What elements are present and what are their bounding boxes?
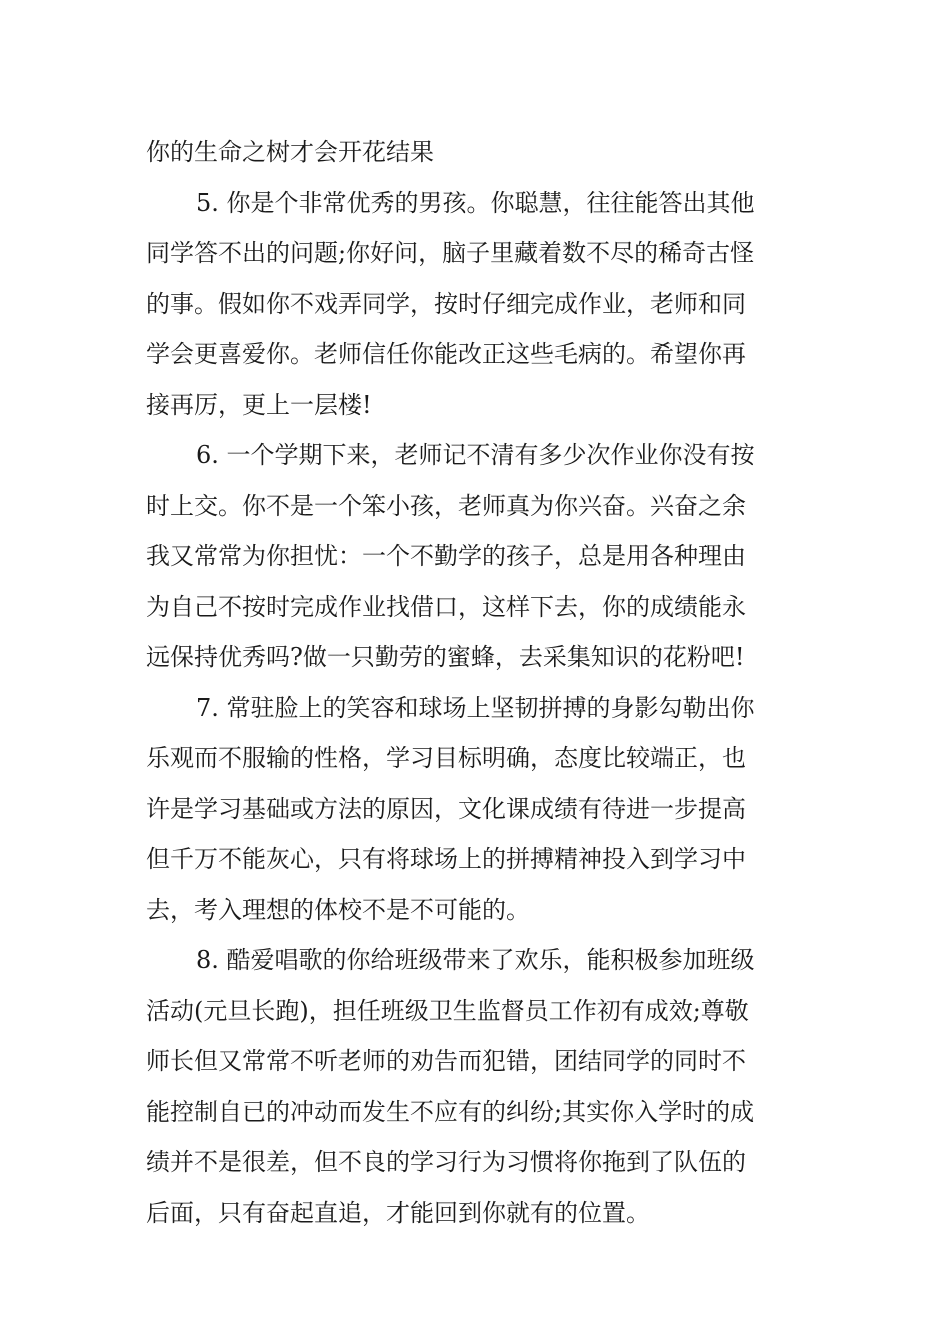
- text-line: 乐观而不服输的性格，学习目标明确，态度比较端正，也: [146, 744, 746, 772]
- text-line: 同学答不出的问题;你好问，脑子里藏着数不尽的稀奇古怪: [146, 239, 755, 267]
- text-line: 绩并不是很差，但不良的学习行为习惯将你拖到了队伍的: [146, 1148, 746, 1176]
- text-line: 为自己不按时完成作业找借口，这样下去，你的成绩能永: [146, 592, 746, 621]
- paragraph-7-first-line: 7. 常驻脸上的笑容和球场上坚韧拼搏的身影勾勒出你: [196, 693, 755, 722]
- text-line: 但千万不能灰心，只有将球场上的拼搏精神投入到学习中: [146, 845, 746, 873]
- text-line: 许是学习基础或方法的原因，文化课成绩有待进一步提高: [146, 794, 746, 823]
- text-line: 能控制自已的冲动而发生不应有的纠纷;其实你入学时的成: [146, 1097, 755, 1126]
- text-line: 后面，只有奋起直追，才能回到你就有的位置。: [146, 1198, 650, 1227]
- text-line: 远保持优秀吗?做一只勤劳的蜜蜂，去采集知识的花粉吧!: [146, 643, 745, 671]
- text-line: 学会更喜爱你。老师信任你能改正这些毛病的。希望你再: [146, 340, 746, 368]
- paragraph-6-first-line: 6. 一个学期下来，老师记不清有多少次作业你没有按: [196, 441, 755, 469]
- text-line: 你的生命之树才会开花结果: [146, 138, 434, 166]
- text-line: 活动(元旦长跑)，担任班级卫生监督员工作初有成效;尊敬: [146, 996, 749, 1025]
- text-line: 时上交。你不是一个笨小孩，老师真为你兴奋。兴奋之余: [146, 491, 746, 520]
- text-line: 师长但又常常不听老师的劝告而犯错，团结同学的同时不: [146, 1047, 746, 1075]
- text-line: 接再厉，更上一层楼!: [146, 390, 372, 419]
- comment-text-block: [146, 127, 806, 1238]
- paragraph-8-first-line: 8. 酷爱唱歌的你给班级带来了欢乐，能积极参加班级: [196, 946, 755, 974]
- text-line: 我又常常为你担忧：一个不勤学的孩子，总是用各种理由: [146, 542, 746, 570]
- text-line: 去，考入理想的体校不是不可能的。: [146, 895, 530, 924]
- paragraph-5-first-line: 5. 你是个非常优秀的男孩。你聪慧，往往能答出其他: [196, 188, 755, 217]
- text-line: 的事。假如你不戏弄同学，按时仔细完成作业，老师和同: [146, 289, 746, 318]
